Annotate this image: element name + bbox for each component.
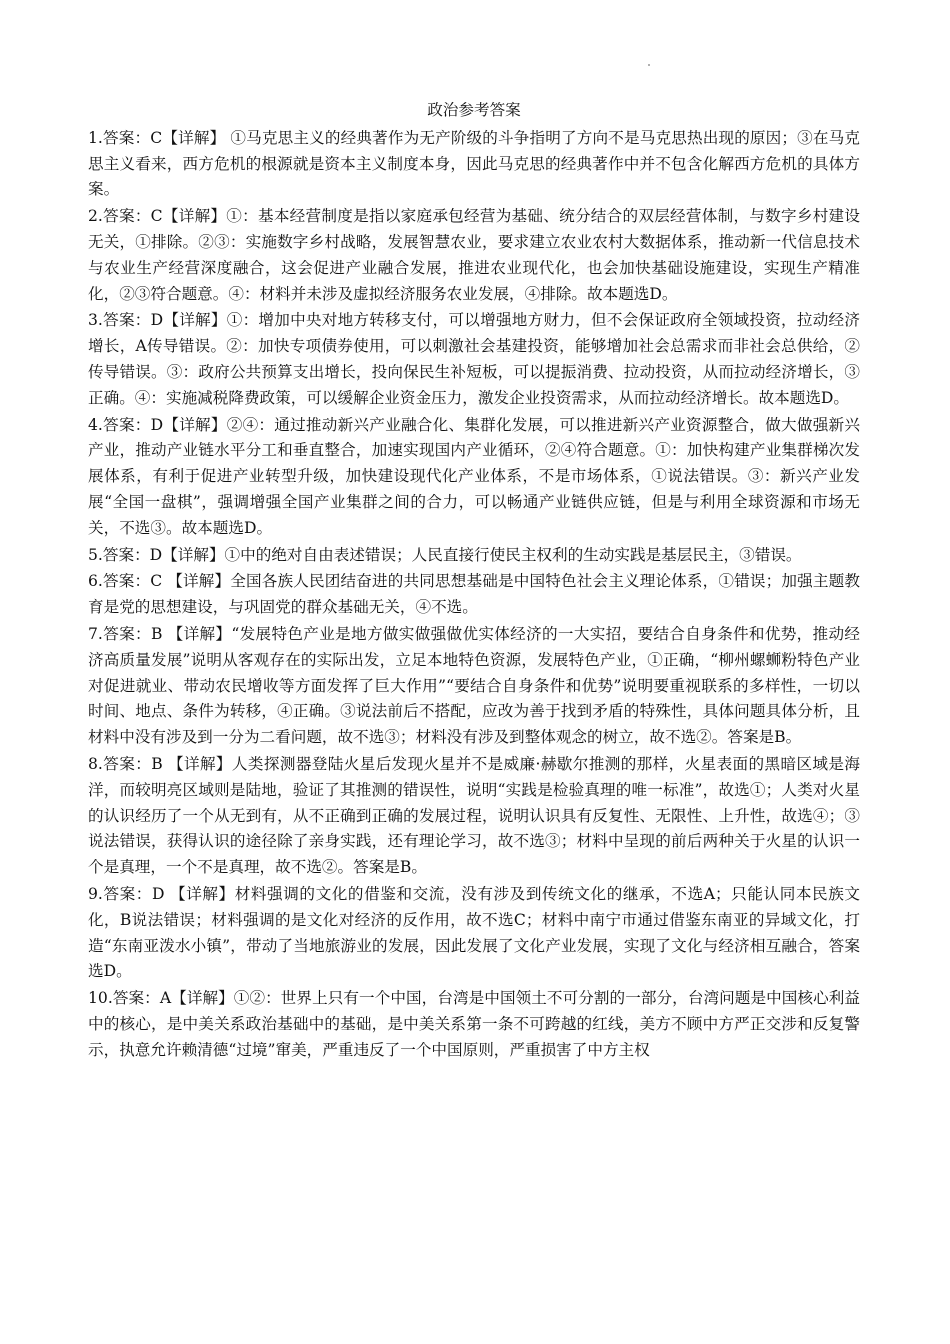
answer-item-7: 7.答案：B 【详解】“发展特色产业是地方做实做强做优实体经济的一大实招，要结合自身条件和优势，推动经济高质量发展”说明从客观存在的实际出发，立足本地特色资源，发展特色产业，①正确，“柳州螺蛳粉特色产业对促进就业、带动农民增收等方面发挥了巨大作用”“要结合自身条件和优势”说明要重视联系的多样性，一切以时间、地点、条件为转移，④正确。③说法前后不搭配，应改为善于找到矛盾的特殊性，具体问题具体分析，且材料中没有涉及到一分为二看问题，故不选③；材料没有涉及到整体观念的树立，故不选②。答案是B。 <box>88 624 860 747</box>
answer-item-2: 2.答案：C【详解】①：基本经营制度是指以家庭承包经营为基础、统分结合的双层经营体制，与数字乡村建设无关，①排除。②③：实施数字乡村战略，发展智慧农业，要求建立农业农村大数据体系，推动新一代信息技术与农业生产经营深度融合，这会促进产业融合发展，推进农业现代化，也会加快基础设施建设，实现生产精准化，②③符合题意。④：材料并未涉及虚拟经济服务农业发展，④排除。故本题选D。 <box>88 207 860 303</box>
answer-item-1: 1.答案：C【详解】 ①马克思主义的经典著作为无产阶级的斗争指明了方向不是马克思热出现的原因；③在马克思主义看来，西方危机的根源就是资本主义制度本身，因此马克思的经典著作中并不包含化解西方危机的具体方案。 <box>88 128 860 199</box>
answer-item-8: 8.答案：B 【详解】人类探测器登陆火星后发现火星并不是威廉·赫歇尔推测的那样，火星表面的黑暗区域是海洋，而较明亮区域则是陆地，验证了其推测的错误性，说明“实践是检验真理的唯一标准”，故选①；人类对火星的认识经历了一个从无到有，从不正确到正确的发展过程，说明认识具有反复性、无限性、上升性，故选④；③说法错误，获得认识的途径除了亲身实践，还有理论学习，故不选③；材料中呈现的前后两种关于火星的认识一个是真理，一个不是真理，故不选②。答案是B。 <box>88 754 860 877</box>
answer-item-10: 10.答案：A【详解】①②：世界上只有一个中国，台湾是中国领土不可分割的一部分，台湾问题是中国核心利益中的核心，是中美关系政治基础中的基础，是中美关系第一条不可跨越的红线，美方不顾中方严正交涉和反复警示，执意允许赖清德“过境”窜美，严重违反了一个中国原则，严重损害了中方主权 <box>88 989 860 1059</box>
page-speck <box>648 64 650 66</box>
answer-item-6: 6.答案：C 【详解】全国各族人民团结奋进的共同思想基础是中国特色社会主义理论体系，①错误；加强主题教育是党的思想建设，与巩固党的群众基础无关，④不选。 <box>88 572 860 617</box>
page-title: 政治参考答案 <box>427 101 521 119</box>
answer-item-4: 4.答案：D【详解】②④：通过推动新兴产业融合化、集群化发展，可以推进新兴产业资源整合，做大做强新兴产业，推动产业链水平分工和垂直整合，加速实现国内产业循环，②④符合题意。①：加快构建产业集群梯次发展体系，有利于促进产业转型升级，加快建设现代化产业体系，不是市场体系，①说法错误。③：新兴产业发展“全国一盘棋”，强调增强全国产业集群之间的合力，可以畅通产业链供应链，但是与利用全球资源和市场无关，不选③。故本题选D。 <box>88 415 860 537</box>
answer-item-5: 5.答案：D【详解】①中的绝对自由表述错误；人民直接行使民主权利的生动实践是基层民主，③错误。 <box>88 545 802 564</box>
answer-item-3: 3.答案：D【详解】①：增加中央对地方转移支付，可以增强地方财力，但不会保证政府全领域投资，拉动经济增长，A传导错误。②：加快专项债券使用，可以刺激社会基建投资，能够增加社会总需求而非社会总供给，②传导错误。③：政府公共预算支出增长，投向保民生补短板，可以提振消费、拉动投资，从而拉动经济增长，③正确。④：实施减税降费政策，可以缓解企业资金压力，激发企业投资需求，从而拉动经济增长。故本题选D。 <box>88 311 860 407</box>
answer-document <box>88 98 860 1064</box>
answer-item-9: 9.答案：D 【详解】材料强调的文化的借鉴和交流，没有涉及到传统文化的继承，不选A；只能认同本民族文化，B说法错误；材料强调的是文化对经济的反作用，故不选C；材料中南宁市通过借鉴东南亚的异域文化，打造“东南亚泼水小镇”，带动了当地旅游业的发展，因此发展了文化产业发展，实现了文化与经济相互融合，答案选D。 <box>88 884 860 981</box>
